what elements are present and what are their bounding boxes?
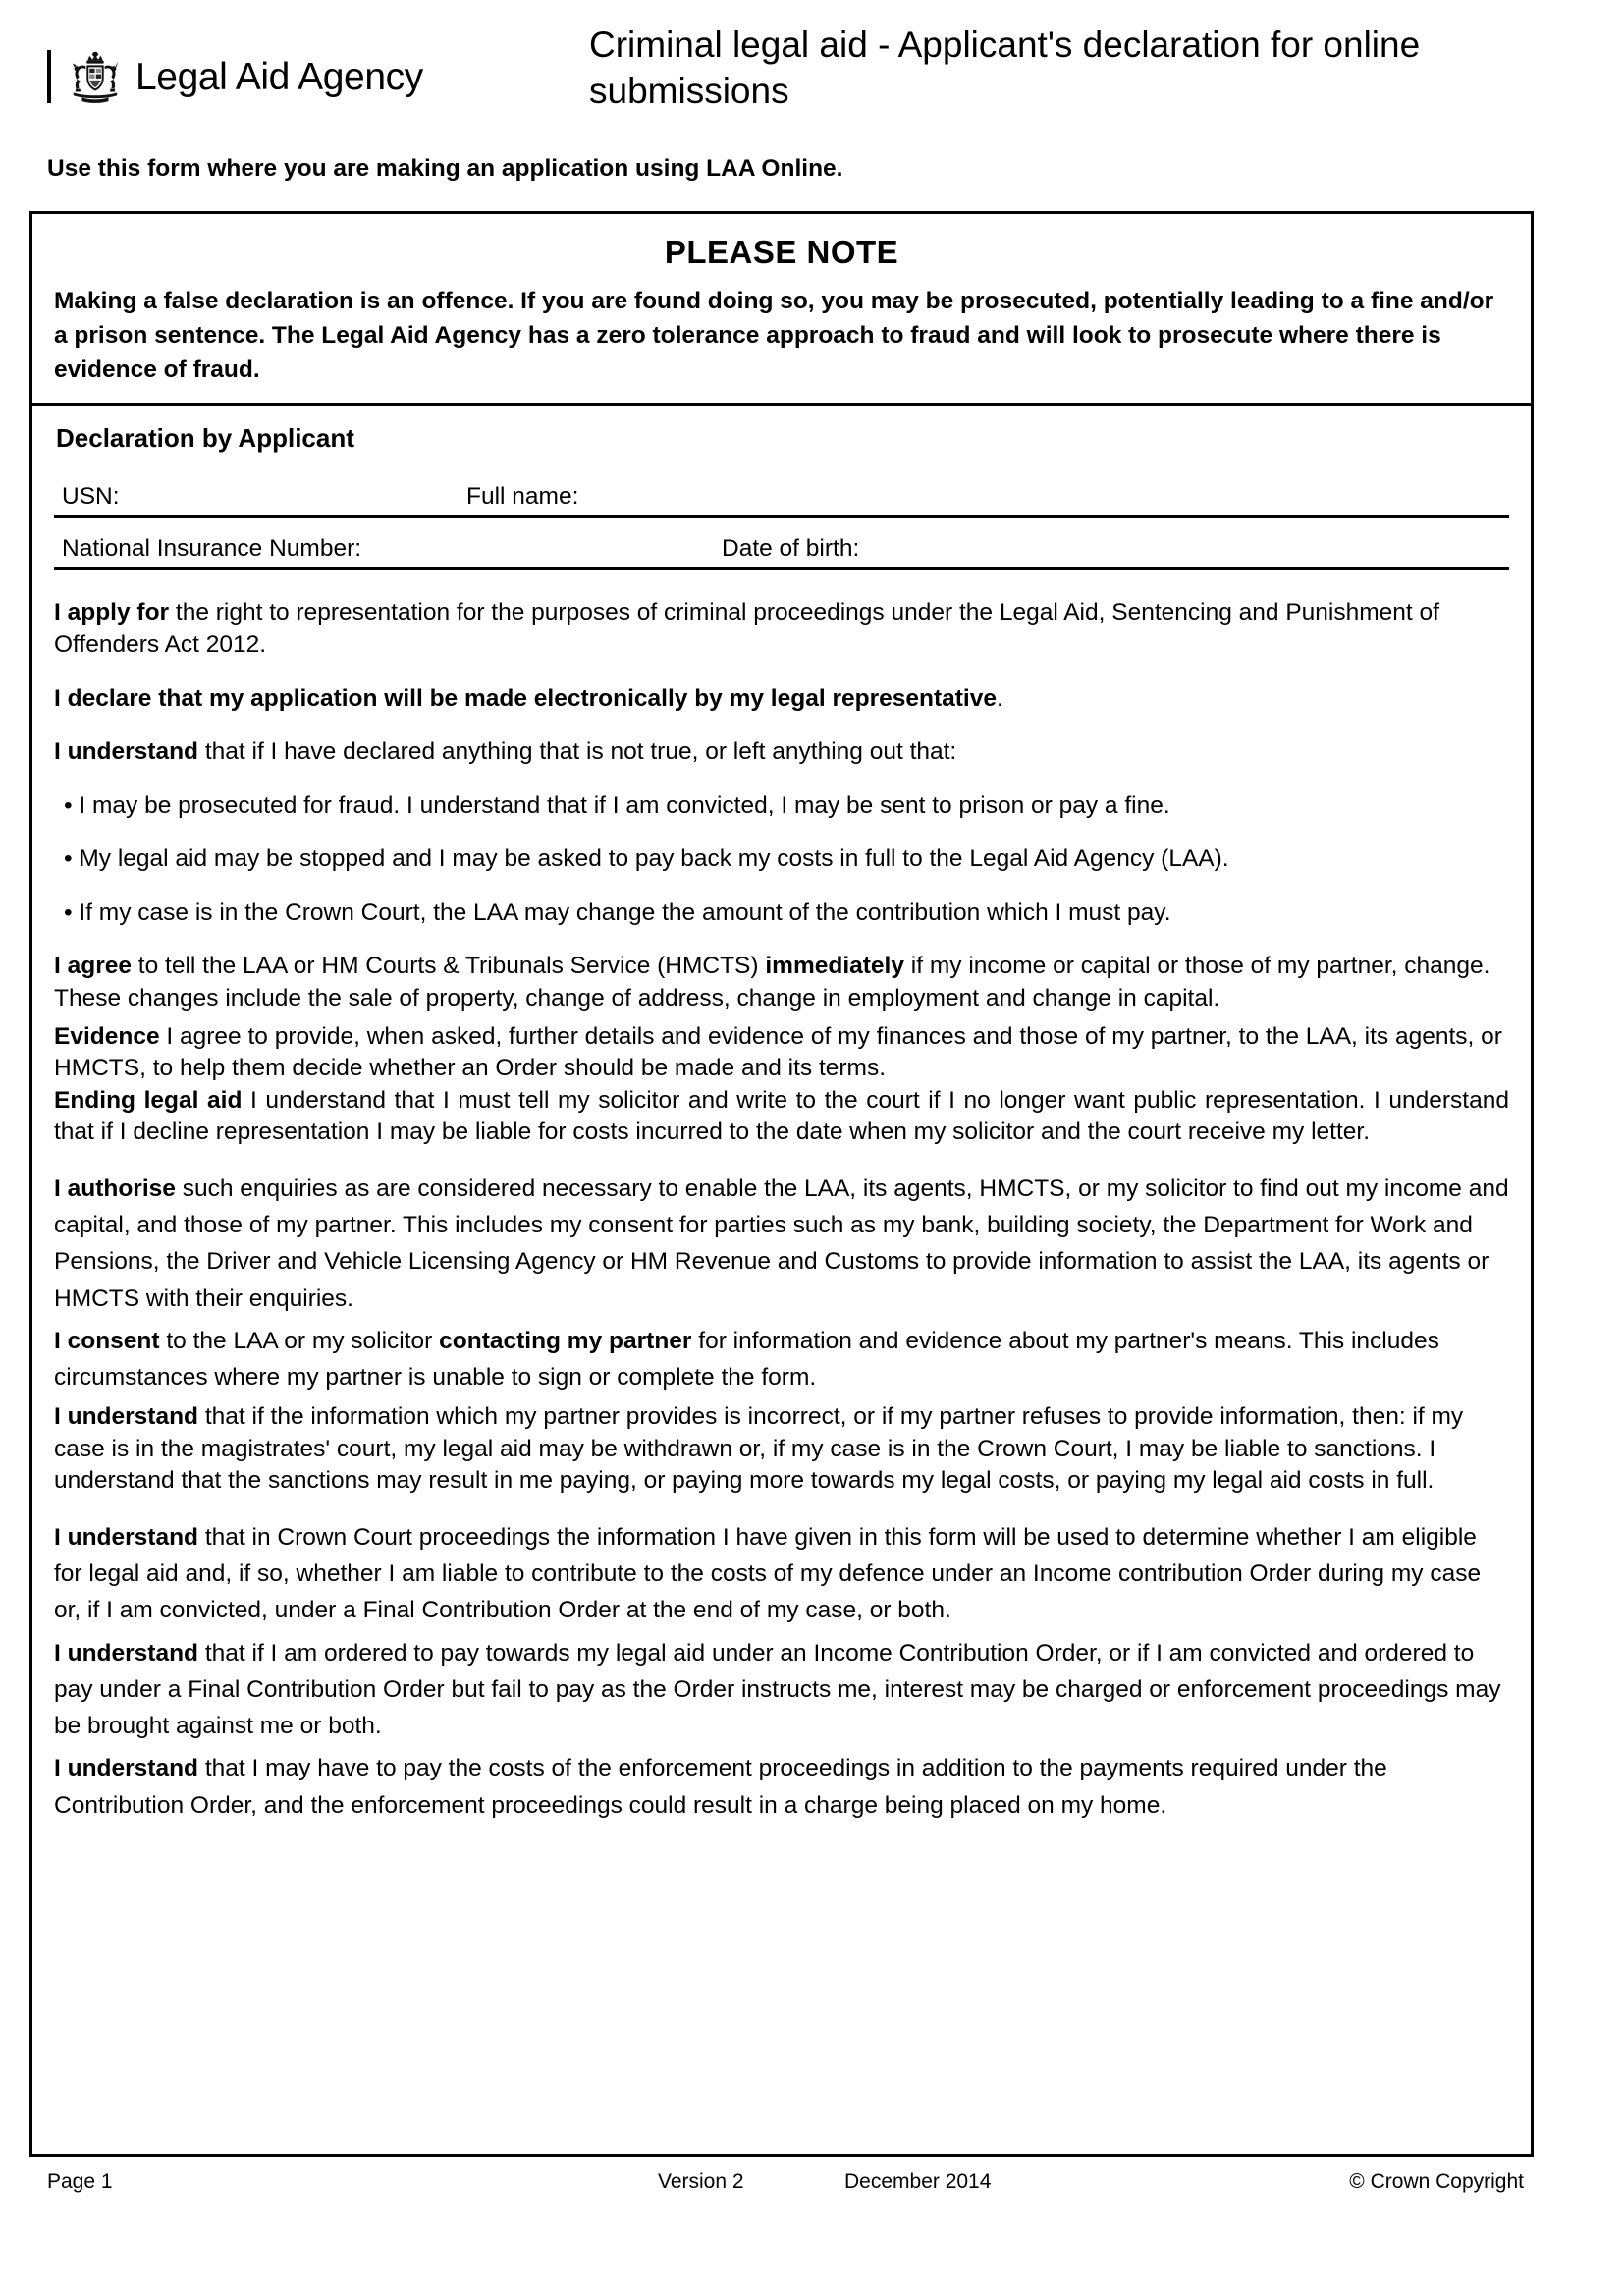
understand5-lead: I understand	[54, 1755, 199, 1782]
agree-immediately: immediately	[765, 953, 904, 980]
document-header	[0, 0, 1624, 182]
form-row-usn-fullname	[54, 471, 1509, 518]
form-usage-note: Use this form where you are making an application using LAA Online.	[47, 155, 843, 182]
evidence-rest: I agree to provide, when asked, further details and evidence of my finances and those of my partner, to the LAA, its agents, or HMCTS, to help them decide whether an Order should be made and its terms.	[54, 1022, 1502, 1082]
declare-bold: I declare that my application will be made electronically by my legal representative	[54, 684, 997, 712]
paragraph-ending-legal-aid	[54, 1085, 1509, 1149]
please-note-panel	[32, 214, 1531, 406]
paragraph-understand-contribution-order	[54, 1635, 1509, 1745]
paragraph-authorise	[54, 1171, 1509, 1317]
agree-mid: to tell the LAA or HM Courts & Tribunals Service (HMCTS)	[132, 953, 766, 980]
royal-coat-of-arms-icon	[67, 49, 124, 104]
laa-logo	[47, 47, 423, 106]
footer-version: Version 2	[658, 2170, 744, 2193]
understand2-rest: that if the information which my partner provides is incorrect, or if my partner refuses to provide information, then: if my case is in the magistrates' court, my legal aid may be withdrawn or, if my case is in the Crown Court, I may be liable to sanctions. I understand that the sanctions may result in me paying, or paying more towards my legal costs, or paying my legal aid costs in full.	[54, 1403, 1464, 1495]
paragraph-understand-intro	[54, 737, 1509, 769]
footer-date: December 2014	[844, 2170, 992, 2193]
please-note-body: Making a false declaration is an offence. If you are found doing so, you may be prosecuted, potentially leading to a fine and/or a prison sentence. The Legal Aid Agency has a zero tolerance approach to fraud and will look to prosecute where there is evidence of fraud.	[54, 288, 1494, 383]
paragraph-consent	[54, 1323, 1509, 1395]
understand2-lead: I understand	[54, 1403, 199, 1431]
understand1-lead: I understand	[54, 738, 199, 766]
ending-legal-aid-rest: I understand that I must tell my solicitor and write to the court if I no longer want public representation. I understand that if I decline representation I may be liable for costs incurred to the date when my solicitor and the court receive my letter.	[54, 1086, 1509, 1146]
understand4-lead: I understand	[54, 1639, 199, 1667]
footer-page-number: Page 1	[47, 2170, 113, 2193]
document-footer	[29, 2170, 1534, 2200]
consent-lead: I consent	[54, 1327, 160, 1354]
usn-label: USN:	[62, 483, 120, 511]
full-name-label: Full name:	[466, 483, 579, 511]
consent-contacting-partner: contacting my partner	[439, 1327, 692, 1354]
agree-rest: if my income or capital or those of my partner, change. These changes include the sale of property, change of address, change in employment and change in capital.	[54, 953, 1490, 1011]
understand1-rest: that if I have declared anything that is not true, or left anything out that:	[198, 738, 957, 766]
apply-rest: the right to representation for the purposes of criminal proceedings under the Legal Aid, Sentencing and Punishment of Offenders Act 2012.	[54, 599, 1439, 658]
declaration-heading: Declaration by Applicant	[56, 423, 354, 454]
declaration-box	[29, 211, 1534, 2157]
list-item: • If my case is in the Crown Court, the LAA may change the amount of the contribution which I must pay.	[64, 899, 1171, 926]
paragraph-understand-partner-info	[54, 1401, 1509, 1498]
declaration-section	[32, 406, 1531, 575]
consent-mid: to the LAA or my solicitor	[159, 1327, 440, 1354]
please-note-title: PLEASE NOTE	[664, 234, 899, 270]
laa-logo-text: Legal Aid Agency	[135, 55, 423, 98]
paragraph-agree	[54, 951, 1509, 1014]
logo-divider-bar	[47, 50, 51, 103]
page-title: Criminal legal aid - Applicant's declaration for online submissions	[589, 25, 1421, 112]
understand4-rest: that if I am ordered to pay towards my legal aid under an Income Contribution Order, or if I am convicted and ordered to pay under a Final Contribution Order but fail to pay as the Order instructs me, interest may be charged or enforcement proceedings may be brought against me or both.	[54, 1639, 1501, 1740]
agree-lead: I agree	[54, 953, 132, 980]
understand3-rest: that in Crown Court proceedings the information I have given in this form will be used to determine whether I am eligible for legal aid and, if so, whether I am liable to contribute to the costs of my defence under an Income contribution Order during my case or, if I am convicted, under a Final Contribution Order at the end of my case, or both.	[54, 1524, 1482, 1624]
ending-legal-aid-lead: Ending legal aid	[54, 1086, 243, 1114]
list-item: • My legal aid may be stopped and I may be asked to pay back my costs in full to the Legal Aid Agency (LAA).	[64, 846, 1229, 873]
declaration-body	[32, 597, 1531, 1824]
paragraph-understand-enforcement-costs	[54, 1750, 1509, 1823]
declare-tail: .	[996, 684, 1003, 712]
date-of-birth-label: Date of birth:	[722, 535, 860, 563]
understand5-rest: that I may have to pay the costs of the enforcement proceedings in addition to the payments required under the Contribution Order, and the enforcement proceedings could result in a charge being placed on my home.	[54, 1755, 1387, 1819]
evidence-lead: Evidence	[54, 1022, 160, 1050]
paragraph-understand-crown-court	[54, 1519, 1509, 1629]
paragraph-declare	[54, 683, 1509, 716]
form-row-nino-dob	[54, 523, 1509, 570]
paragraph-apply	[54, 597, 1509, 661]
authorise-lead: I authorise	[54, 1175, 176, 1202]
understand3-lead: I understand	[54, 1524, 199, 1551]
national-insurance-number-label: National Insurance Number:	[62, 535, 362, 563]
authorise-rest: such enquiries as are considered necessary to enable the LAA, its agents, HMCTS, or my solicitor to find out my income and capital, and those of my partner. This includes my consent for parties such as my bank, building society, the Department for Work and Pensions, the Driver and Vehicle Licensing Agency or HM Revenue and Customs to provide information to assist the LAA, its agents or HMCTS with their enquiries.	[54, 1175, 1509, 1312]
footer-copyright: © Crown Copyright	[1349, 2170, 1524, 2193]
consent-rest: for information and evidence about my partner's means. This includes circumstances where my partner is unable to sign or complete the form.	[54, 1327, 1439, 1392]
list-item: • I may be prosecuted for fraud. I understand that if I am convicted, I may be sent to prison or pay a fine.	[64, 792, 1170, 819]
paragraph-evidence	[54, 1021, 1509, 1085]
apply-lead: I apply for	[54, 599, 170, 627]
